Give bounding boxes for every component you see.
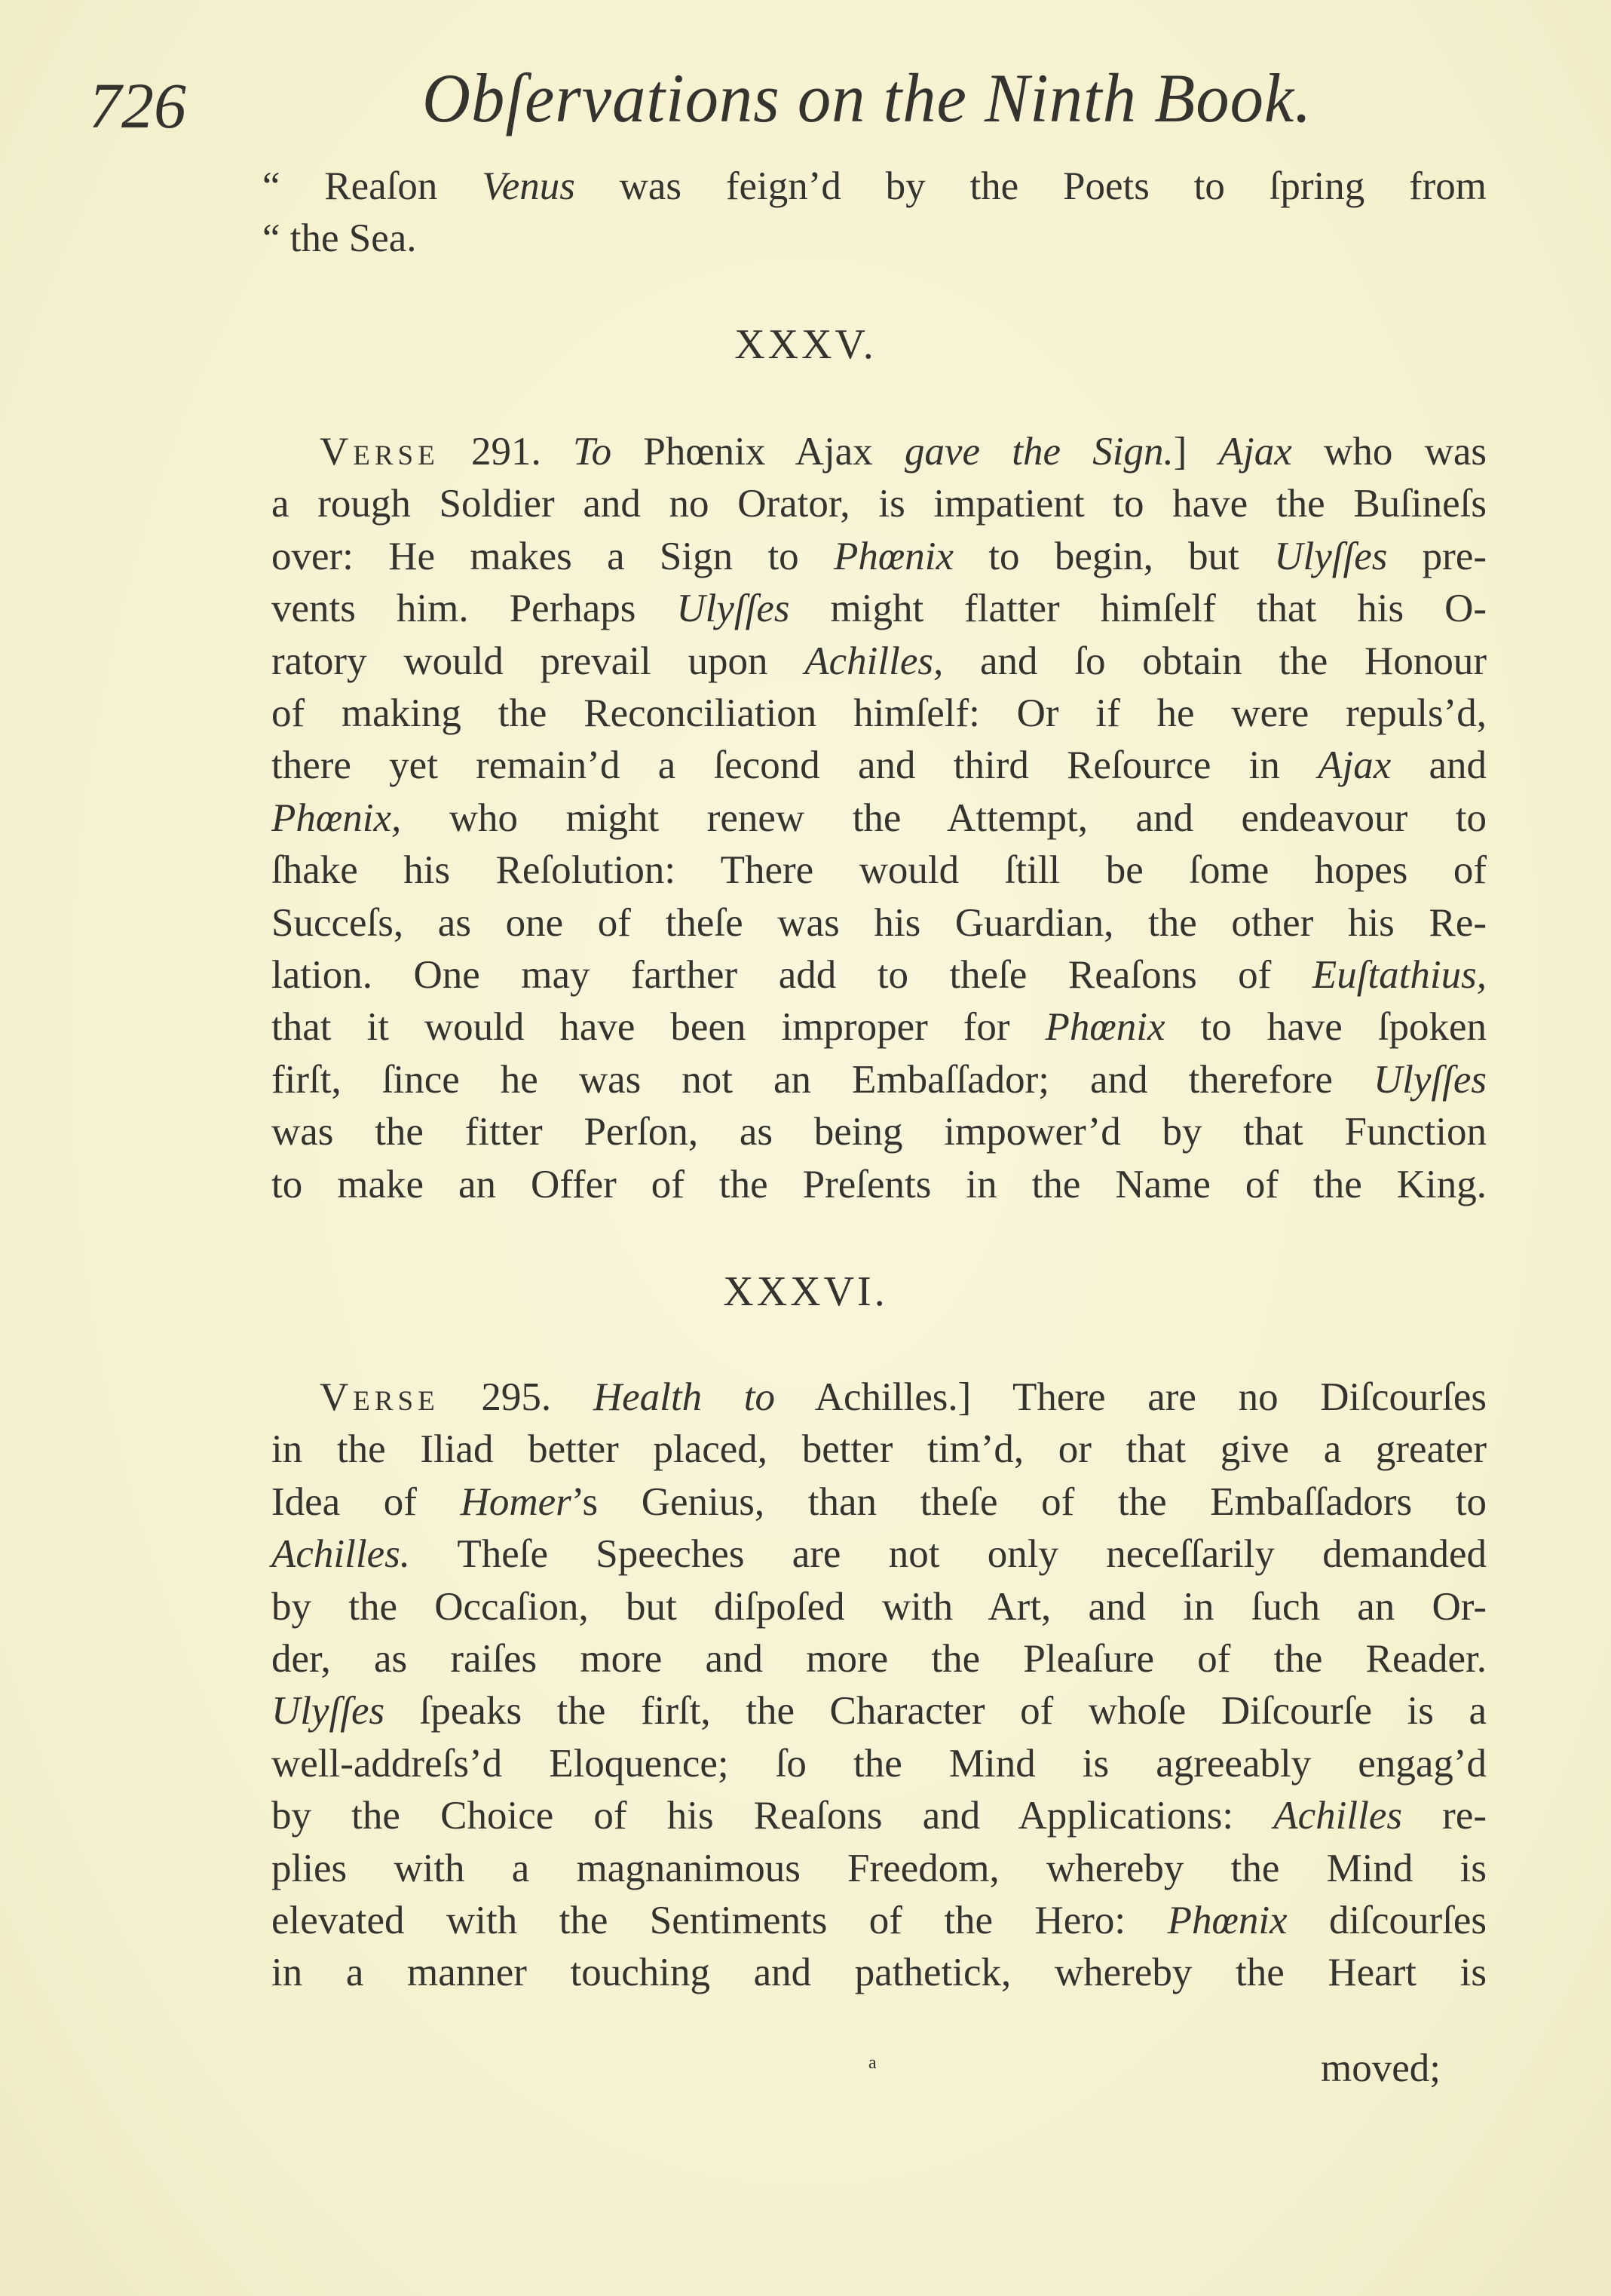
text-run: was feign’d by the Poets to ſpring from [574,164,1487,208]
text-run: diſcourſes [1287,1899,1487,1942]
paragraph-line [271,1686,1487,1736]
italic-text: Ajax [1318,743,1392,788]
italic-text: gave the Sign. [904,430,1174,474]
text-run: plies with a magnanimous Freedom, whereby the Mind is [271,1846,1487,1890]
italic-text: Phœnix [834,534,954,578]
text-run: “ Reaſon [262,164,482,208]
text-run: might flatter himſelf that his O- [789,587,1487,631]
paragraph-line [271,532,1487,581]
paragraph-line [271,1529,1487,1579]
paragraph-line [271,898,1487,948]
section-heading: XXXVI. [723,1268,888,1315]
italic-text: Ulyſſes [1373,1057,1487,1102]
paragraph-line [271,1634,1487,1684]
text-run: ſhake his Reſolution: There would ſtill be ſome hopes of [271,848,1487,893]
italic-text: Ulyſſes [271,1689,385,1733]
paragraph-line [320,427,1487,477]
paragraph-line [271,1948,1487,1997]
italic-text: Achilles, [804,639,944,683]
text-run: ] [1173,430,1219,474]
italic-text: Achilles [1273,1794,1402,1838]
italic-text: Euſtathius, [1312,953,1487,997]
paragraph-line [271,1791,1487,1841]
paragraph-line [271,1107,1487,1157]
text-run: in a manner touching and pathetick, whereby the Heart is [271,1951,1487,1995]
text-run: lation. One may farther add to theſe Reaſons of [271,953,1312,997]
paragraph-line [271,1477,1487,1527]
text-run: that it would have been improper for [271,1005,1046,1050]
running-title: Obſervations on the Ninth Book. [422,60,1312,136]
text-run: to begin, but [953,534,1275,578]
text-run: a rough Soldier and no Orator, is impatient to have the Buſineſs [271,482,1487,526]
italic-text: Phœnix, [271,795,402,840]
text-run: over: He makes a Sign to [271,534,834,578]
text-run: was the fitter Perſon, as being impower’d by that Function [271,1110,1487,1154]
text-run: of making the Reconciliation himſelf: Or if he were repuls’d, [271,691,1487,735]
paragraph-line [271,1896,1487,1945]
text-run: and ſo obtain the Honour [943,639,1487,683]
italic-text: Health to [593,1375,775,1419]
quote-line [262,213,1478,263]
text-run: Idea of [271,1479,461,1524]
text-run: ratory would prevail upon [271,639,805,683]
text-run: to make an Offer of the Preſents in the Name of the King. [271,1162,1487,1206]
text-run: vents him. Perhaps [271,587,677,631]
paragraph-line [271,1844,1487,1893]
catchword: moved; [1321,2046,1441,2090]
text-run: “ the Sea. [262,216,417,261]
text-run: ſpeaks the firſt, the Character of whoſe Diſcourſe is a [384,1689,1487,1733]
paragraph-line [320,1372,1487,1422]
text-run: Achilles.] There are no Diſcourſes [774,1375,1487,1419]
text-run: by the Choice of his Reaſons and Applications: [271,1794,1274,1838]
text-run: who might renew the Attempt, and endeavour to [401,795,1487,840]
small-caps-text: Verse [320,430,440,474]
italic-text: Phœnix [1045,1005,1165,1050]
text-run: ’s Genius, than theſe of the Embaſſadors to [571,1479,1487,1524]
paragraph-line [271,479,1487,529]
page-number: 726 [89,69,186,142]
text-run: there yet remain’d a ſecond and third Reſource in [271,743,1319,788]
text-run: well-addreſs’d Eloquence; ſo the Mind is agreeably engag’d [271,1741,1487,1786]
paragraph-line [271,1424,1487,1474]
quote-line [262,161,1487,211]
text-run: der, as raiſes more and more the Pleaſure of the Reader. [271,1637,1487,1681]
paragraph-line [271,1739,1487,1789]
text-run: Theſe Speeches are not only neceſſarily demanded [409,1532,1487,1577]
paragraph-line [271,740,1487,790]
section-heading: XXXV. [734,321,877,368]
italic-text: Ulyſſes [676,587,790,631]
text-run: firſt, ſince he was not an Embaſſador; and therefore [271,1057,1374,1102]
italic-text: Ulyſſes [1274,534,1388,578]
paragraph-line [271,950,1487,1000]
paragraph-line [271,1160,1487,1209]
paragraph-line [271,845,1487,895]
paragraph-line [271,1582,1487,1632]
paragraph-line [271,1002,1487,1052]
text-run: elevated with the Sentiments of the Hero: [271,1899,1168,1942]
italic-text: Achilles. [271,1532,410,1577]
text-run: by the Occaſion, but diſpoſed with Art, and in ſuch an Or- [271,1584,1487,1629]
text-run: in the Iliad better placed, better tim’d, or that give a greater [271,1427,1487,1472]
paragraph-line [271,688,1487,738]
text-run: 291. [439,430,573,474]
paragraph-line [271,793,1487,843]
small-caps-text: Verse [320,1375,440,1419]
paragraph-line [271,584,1487,633]
paragraph-line [271,636,1487,686]
italic-text: Venus [482,164,575,208]
text-run: and [1391,743,1487,788]
text-run: to have ſpoken [1165,1005,1487,1050]
italic-text: Homer [460,1479,571,1524]
text-run: 295. [439,1375,593,1419]
italic-text: Phœnix [1167,1899,1288,1942]
italic-text: To [573,430,612,474]
text-run: re- [1402,1794,1487,1838]
italic-text: Ajax [1218,430,1292,474]
text-run: Phœnix Ajax [611,430,905,474]
text-run: who was [1291,430,1487,474]
signature-mark: a [868,2053,877,2073]
text-run: pre- [1387,534,1487,578]
text-run: Succeſs, as one of theſe was his Guardian, the other his Re- [271,900,1487,945]
paragraph-line [271,1055,1487,1105]
